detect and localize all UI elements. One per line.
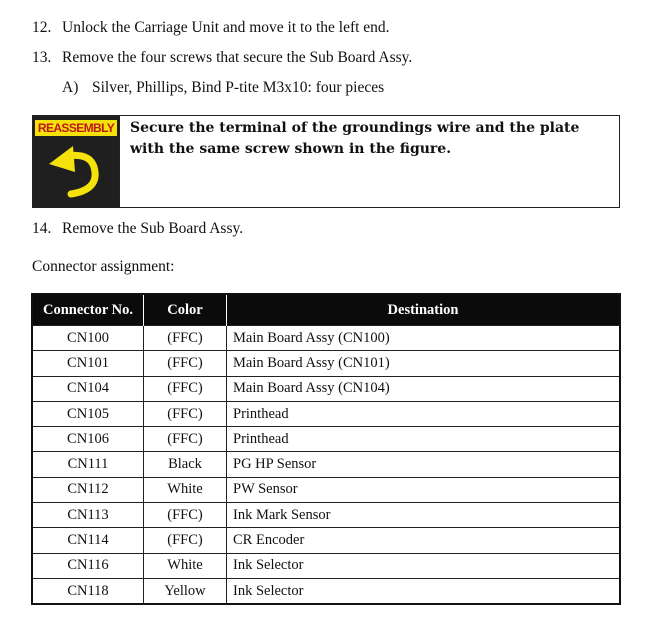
- color-cell: (FFC): [144, 376, 227, 401]
- reassembly-note-text: Secure the terminal of the groundings wire and the plate with the same screw shown in the figure.: [130, 120, 580, 157]
- table-row: [32, 477, 620, 502]
- substep-text: Silver, Phillips, Bind P-tite M3x10: four pieces: [92, 79, 385, 96]
- table-row: [32, 401, 620, 426]
- step-13: [32, 49, 412, 67]
- substep-a: [62, 79, 384, 97]
- return-arrow-icon: [47, 144, 107, 202]
- destination-cell: PW Sensor: [227, 477, 621, 502]
- step-14: [32, 220, 243, 238]
- table-row: [32, 503, 620, 528]
- destination-cell: Ink Selector: [227, 578, 621, 604]
- table-row: [32, 452, 620, 477]
- header-destination: Destination: [227, 294, 621, 326]
- connector-no-cell: CN100: [32, 326, 144, 351]
- table-row: [32, 376, 620, 401]
- connector-table: [31, 293, 621, 605]
- color-cell: Black: [144, 452, 227, 477]
- color-cell: (FFC): [144, 401, 227, 426]
- connector-no-cell: CN118: [32, 578, 144, 604]
- color-cell: White: [144, 477, 227, 502]
- step-text: Remove the four screws that secure the Sub Board Assy.: [62, 49, 413, 66]
- destination-cell: Main Board Assy (CN101): [227, 351, 621, 376]
- table-row: [32, 528, 620, 553]
- connector-heading: Connector assignment:: [32, 258, 175, 275]
- connector-no-cell: CN104: [32, 376, 144, 401]
- connector-no-cell: CN113: [32, 503, 144, 528]
- color-cell: (FFC): [144, 351, 227, 376]
- destination-cell: PG HP Sensor: [227, 452, 621, 477]
- destination-cell: Main Board Assy (CN100): [227, 326, 621, 351]
- header-connector-no: Connector No.: [32, 294, 144, 326]
- connector-no-cell: CN112: [32, 477, 144, 502]
- color-cell: (FFC): [144, 326, 227, 351]
- reassembly-label: REASSEMBLY: [35, 120, 117, 136]
- connector-no-cell: CN114: [32, 528, 144, 553]
- destination-cell: Printhead: [227, 401, 621, 426]
- reassembly-icon: [33, 116, 120, 207]
- color-cell: Yellow: [144, 578, 227, 604]
- table-row: [32, 351, 620, 376]
- header-color: Color: [144, 294, 227, 326]
- color-cell: (FFC): [144, 427, 227, 452]
- table-row: [32, 427, 620, 452]
- destination-cell: Main Board Assy (CN104): [227, 376, 621, 401]
- step-text: Remove the Sub Board Assy.: [62, 220, 244, 237]
- substep-label: A): [62, 79, 79, 96]
- reassembly-note-box: [32, 115, 620, 208]
- destination-cell: Printhead: [227, 427, 621, 452]
- destination-cell: Ink Selector: [227, 553, 621, 578]
- step-number: 14.: [32, 220, 52, 237]
- connector-no-cell: CN111: [32, 452, 144, 477]
- connector-no-cell: CN106: [32, 427, 144, 452]
- color-cell: (FFC): [144, 503, 227, 528]
- connector-no-cell: CN105: [32, 401, 144, 426]
- table-row: [32, 553, 620, 578]
- destination-cell: Ink Mark Sensor: [227, 503, 621, 528]
- connector-no-cell: CN101: [32, 351, 144, 376]
- destination-cell: CR Encoder: [227, 528, 621, 553]
- color-cell: White: [144, 553, 227, 578]
- step-number: 13.: [32, 49, 52, 66]
- table-header-row: [32, 294, 620, 326]
- table-row: [32, 578, 620, 604]
- table-row: [32, 326, 620, 351]
- connector-no-cell: CN116: [32, 553, 144, 578]
- step-number: 12.: [32, 19, 52, 36]
- step-12: [32, 19, 390, 37]
- color-cell: (FFC): [144, 528, 227, 553]
- step-text: Unlock the Carriage Unit and move it to the left end.: [62, 19, 390, 36]
